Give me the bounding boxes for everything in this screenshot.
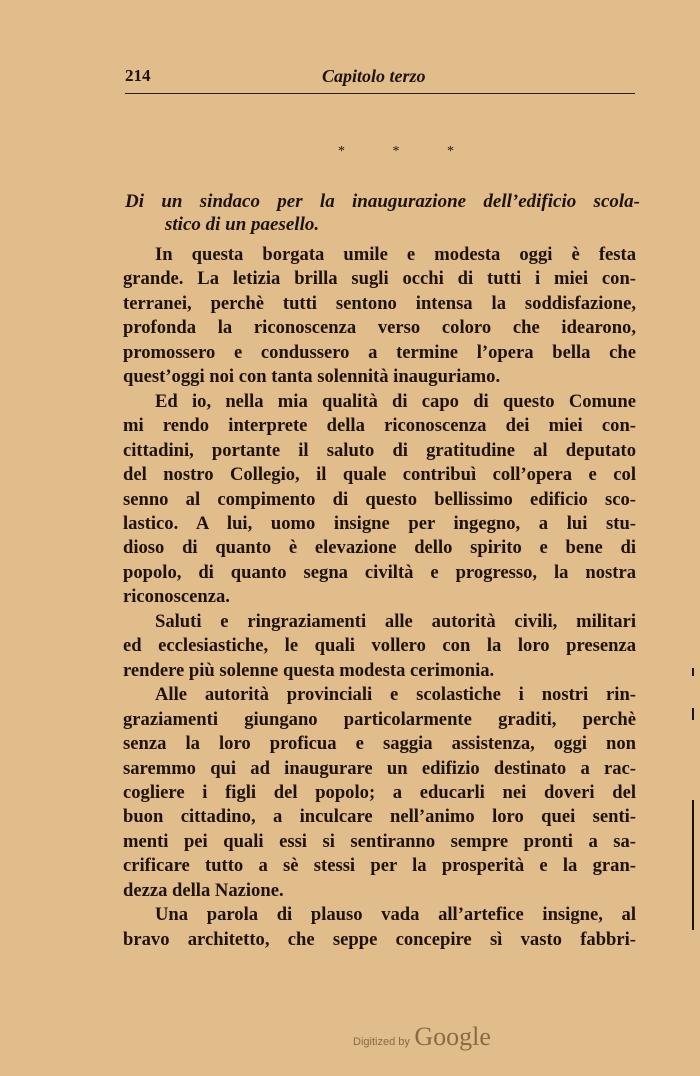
text-line: dioso di quanto è elevazione dello spirito e bene di	[123, 537, 636, 559]
text-line: promossero e condussero a termine l’opera bella che	[123, 341, 636, 363]
text-line: saremmo qui ad inaugurare un edifizio destinato a rac-	[123, 757, 636, 779]
digitized-by-google-watermark	[353, 1022, 491, 1052]
text-line: lastico. A lui, uomo insigne per ingegno, a lui stu-	[123, 512, 636, 534]
text-line: popolo, di quanto segna civiltà e progresso, la nostra	[123, 561, 636, 583]
page-number: 214	[125, 66, 151, 85]
margin-scan-mark	[692, 708, 694, 720]
header-rule	[125, 93, 635, 94]
text-line: buon cittadino, a inculcare nell’animo loro quei senti-	[123, 806, 636, 828]
text-line: quest’oggi noi con tanta solennità inauguriamo.	[123, 366, 501, 388]
text-line: cittadini, portante il saluto di gratitudine al deputato	[123, 439, 636, 461]
section-heading-line-1: Di un sindaco per la inaugurazione dell’edificio scola-	[125, 191, 640, 212]
text-line: terranei, perchè tutti sentono intensa la soddisfazione,	[123, 292, 636, 314]
watermark-prefix: Digitized by	[353, 1036, 410, 1048]
text-line: cogliere i figli del popolo; a educarli nei doveri del	[123, 781, 636, 803]
text-line: riconoscenza.	[123, 586, 230, 608]
text-line: Alle autorità provinciali e scolastiche i nostri rin-	[155, 684, 636, 706]
text-line: graziamenti giungano particolarmente graditi, perchè	[123, 708, 636, 730]
section-heading-line-2: stico di un paesello.	[165, 214, 320, 235]
text-line: senno al compimento di questo bellissimo edificio sco-	[123, 488, 636, 510]
text-line: dezza della Nazione.	[123, 879, 284, 901]
text-line: menti pei quali essi si sentiranno sempre pronti a sa-	[123, 830, 636, 852]
text-line: grande. La letizia brilla sugli occhi di tutti i miei con-	[123, 268, 636, 290]
text-line: Saluti e ringraziamenti alle autorità civili, militari	[155, 610, 636, 632]
text-line: rendere più solenne questa modesta cerimonia.	[123, 659, 495, 681]
section-separator: * * *	[338, 144, 476, 159]
text-line: profonda la riconoscenza verso coloro che idearono,	[123, 317, 636, 339]
text-line: del nostro Collegio, il quale contribuì coll’opera e col	[123, 464, 636, 486]
margin-scan-mark	[692, 800, 694, 930]
running-title: Capitolo terzo	[322, 66, 426, 86]
watermark-brand: Google	[414, 1022, 491, 1051]
text-line: senza la loro proficua e saggia assistenza, oggi non	[123, 733, 636, 755]
page-header	[125, 66, 635, 90]
text-line: ed ecclesiastiche, le quali vollero con la loro presenza	[123, 635, 636, 657]
text-line: Una parola di plauso vada all’artefice insigne, al	[155, 904, 636, 926]
text-line: bravo architetto, che seppe concepire sì vasto fabbri-	[123, 928, 636, 950]
section-heading	[125, 190, 640, 236]
text-line: crificare tutto a sè stessi per la prosperità e la gran-	[123, 855, 636, 877]
text-line: mi rendo interprete della riconoscenza dei miei con-	[123, 415, 636, 437]
text-line: In questa borgata umile e modesta oggi è festa	[155, 244, 636, 265]
text-line: Ed io, nella mia qualità di capo di questo Comune	[155, 390, 636, 412]
body-text	[123, 243, 636, 952]
margin-scan-mark	[692, 668, 694, 676]
